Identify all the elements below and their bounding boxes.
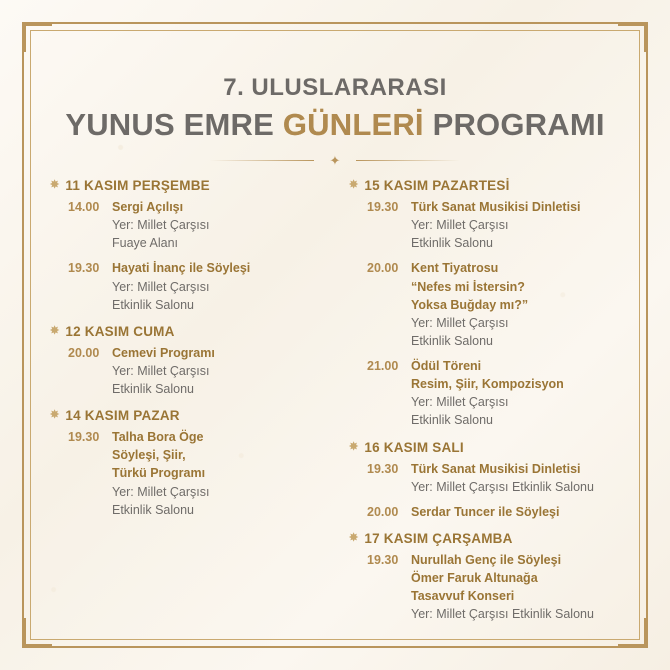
schedule-day [349, 531, 630, 624]
schedule-column-left [40, 178, 335, 633]
schedule-day [349, 440, 630, 521]
star-ornament-icon: ✦ [329, 153, 341, 169]
event-body [411, 460, 594, 496]
schedule-day [50, 324, 325, 398]
event-venue-line: Yer: Millet Çarşısı [112, 279, 210, 294]
day-label: 12 KASIM CUMA [65, 323, 175, 339]
event-venue-line: Yer: Millet Çarşısı [112, 484, 210, 499]
event-time: 19.30 [367, 461, 399, 476]
event-item [50, 428, 325, 519]
event-item [50, 259, 325, 313]
event-venue-line: Etkinlik Salonu [112, 502, 194, 517]
star-bullet-icon: ✸ [349, 179, 359, 192]
event-title: Türk Sanat Musikisi Dinletisi [411, 200, 581, 215]
event-time: 20.00 [367, 261, 399, 276]
day-label: 11 KASIM PERŞEMBE [65, 178, 210, 194]
event-item [349, 259, 630, 350]
event-item [349, 460, 630, 496]
day-label: 17 KASIM ÇARŞAMBA [364, 530, 513, 546]
event-subtitle: “Nefes mi İstersin? [411, 279, 525, 294]
poster-content [40, 40, 630, 630]
event-venue-line: Etkinlik Salonu [411, 333, 493, 348]
event-venue-line: Fuaye Alanı [112, 236, 179, 251]
event-subtitle: Ömer Faruk Altunağa [411, 571, 538, 586]
event-title: Talha Bora Öge [112, 430, 204, 445]
event-item [349, 503, 630, 521]
event-venue-line: Etkinlik Salonu [411, 236, 493, 251]
divider-bar-right [356, 160, 460, 161]
event-subtitle: Türkü Programı [112, 466, 206, 481]
event-time: 14.00 [68, 200, 100, 215]
star-bullet-icon: ✸ [349, 440, 359, 453]
event-venue-line: Yer: Millet Çarşısı [411, 218, 509, 233]
poster-subtitle: 7. ULUSLARARASI [223, 74, 447, 101]
event-body [411, 357, 564, 430]
event-venue-line: Yer: Millet Çarşısı [411, 315, 509, 330]
event-body [112, 198, 209, 252]
event-venue-line: Yer: Millet Çarşısı [112, 218, 210, 233]
event-title: Nurullah Genç ile Söyleşi [411, 552, 562, 567]
event-time: 20.00 [367, 504, 399, 519]
title-part-a: YUNUS EMRE [65, 107, 283, 142]
event-body [411, 198, 581, 252]
event-venue-line: Etkinlik Salonu [112, 297, 194, 312]
day-header [349, 178, 630, 193]
event-item [50, 344, 325, 398]
day-header [349, 440, 630, 455]
event-venue-line: Yer: Millet Çarşısı Etkinlik Salonu [411, 479, 594, 494]
divider-ornament [210, 154, 460, 168]
schedule-column-right [335, 178, 630, 633]
event-subtitle: Resim, Şiir, Kompozisyon [411, 377, 564, 392]
schedule-day [50, 178, 325, 314]
day-header [349, 531, 630, 546]
event-venue-line: Yer: Millet Çarşısı Etkinlik Salonu [411, 607, 594, 622]
event-time: 19.30 [68, 261, 100, 276]
star-bullet-icon: ✸ [50, 409, 60, 422]
event-time: 20.00 [68, 345, 100, 360]
schedule-day [349, 178, 630, 430]
day-header [50, 324, 325, 339]
event-time: 21.00 [367, 359, 399, 374]
title-block [40, 40, 630, 168]
divider-bar-left [210, 160, 314, 161]
star-bullet-icon: ✸ [50, 179, 60, 192]
schedule-columns [40, 178, 630, 633]
star-bullet-icon: ✸ [50, 324, 60, 337]
event-title: Cemevi Programı [112, 345, 215, 360]
event-subtitle: Yoksa Buğday mı?” [411, 297, 529, 312]
event-venue-line: Etkinlik Salonu [112, 382, 194, 397]
title-part-highlight: GÜNLERİ [282, 107, 424, 142]
event-title: Hayati İnanç ile Söyleşi [112, 261, 251, 276]
event-title: Ödül Töreni [411, 359, 482, 374]
page-title [40, 108, 630, 142]
event-venue-line: Yer: Millet Çarşısı [112, 363, 210, 378]
day-label: 14 KASIM PAZAR [65, 408, 180, 424]
day-header [50, 408, 325, 423]
event-venue-line: Yer: Millet Çarşısı [411, 395, 509, 410]
event-item [50, 198, 325, 252]
event-item [349, 551, 630, 624]
star-bullet-icon: ✸ [349, 531, 359, 544]
event-item [349, 357, 630, 430]
event-item [349, 198, 630, 252]
event-title: Serdar Tuncer ile Söyleşi [411, 504, 560, 519]
day-label: 16 KASIM SALI [364, 439, 464, 455]
event-time: 19.30 [367, 200, 399, 215]
event-title: Türk Sanat Musikisi Dinletisi [411, 461, 581, 476]
event-subtitle: Söyleşi, Şiir, [112, 448, 186, 463]
day-label: 15 KASIM PAZARTESİ [364, 178, 510, 194]
event-body [411, 503, 559, 521]
event-title: Kent Tiyatrosu [411, 261, 499, 276]
event-subtitle: Tasavvuf Konseri [411, 589, 515, 604]
schedule-day [50, 408, 325, 519]
event-title: Sergi Açılışı [112, 200, 184, 215]
event-time: 19.30 [68, 430, 100, 445]
event-body [112, 344, 215, 398]
day-header [50, 178, 325, 193]
event-time: 19.30 [367, 552, 399, 567]
event-body [411, 259, 528, 350]
event-body [112, 428, 209, 519]
event-body [411, 551, 594, 624]
event-body [112, 259, 250, 313]
title-part-c: PROGRAMI [423, 107, 605, 142]
event-venue-line: Etkinlik Salonu [411, 413, 493, 428]
